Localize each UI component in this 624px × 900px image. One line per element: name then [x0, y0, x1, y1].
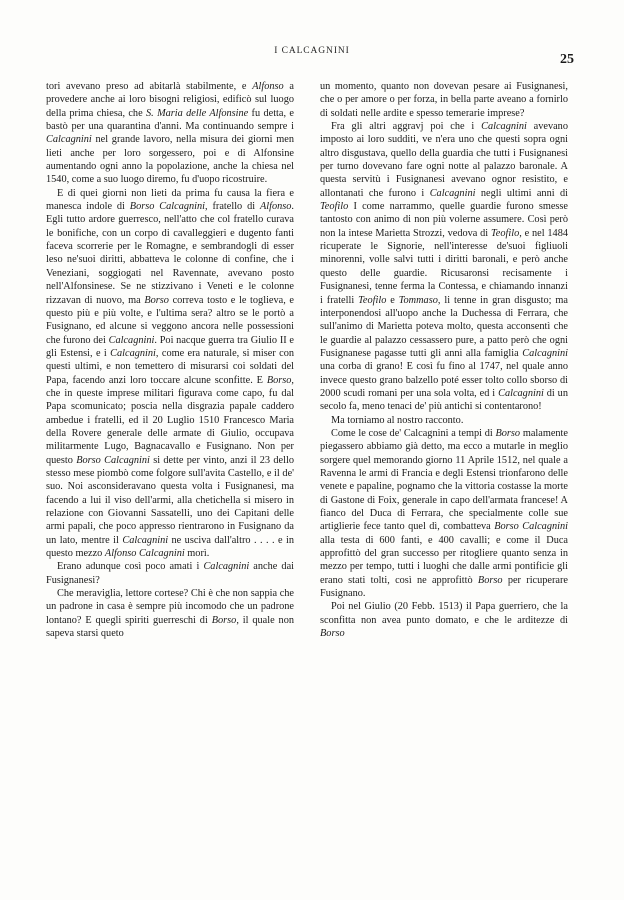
paragraph: Poi nel Giulio (20 Febb. 1513) il Papa guerriero, che la sconfitta non avea punto domato, e che le arditezze di Borso — [320, 601, 568, 640]
paragraph: Fra gli altri aggravj poi che i Calcagnini avevano imposto ai loro sudditi, ve n'era uno che questi sopra ogni altro disgustava, quello della guardia che tutti i Fusignanesi per turno dovevano fare ogni notte al palazzo baronale. A questa servitù i Fusignanesi avevano ognor resistito, e allontanati che furono i Calcagnini negli ultimi anni di Teofilo I come narrammo, quelle guardie furono smesse tantosto con animo di non più volerne assumere. Così però non la intese Marietta Strozzi, vedova di Teofilo, e nel 1484 ricuperate le Signorie, nell'interesse de'suoi figliuoli minorenni, volle salvi tutti i diritti baronali, e però anche questo delle guardie. Ricusaronsi recisamente i Fusignanesi, tenne ferma la Contessa, e chiamando innanzi i fratelli Teofilo e Tommaso, li tenne in gran disgusto; ma interponendosi all'uopo anche la Duchessa di Ferrara, che sull'animo di Marietta poteva molto, questa acconsentì che le guardie al palazzo cessassero pure, a patto però che ogni Fusignanese pagasse tutti gli anni alla famiglia Calcagnini una corba di grano! E così fu fino al 1747, nel quale anno invece questo grano balzello poté esser tolto collo sborso di 2000 scudi romani per una sola volta, ed i Calcagnini di un secolo fa, meno tenaci de' più antichi si contentarono! — [320, 121, 568, 413]
paragraph: E di quei giorni non lieti da prima fu causa la fiera e manesca indole di Borso Calcagnini, fratello di Alfonso. Egli tutto ardore guerresco, nell'atto che col fratello curava le bonifiche, con un corpo di cavalleggieri e dugento fanti faceva scorrerie per le Romagne, e sembrandogli di esser leso ne'suoi diritti, abbatteva le colonne di confine, che i Veneziani, soggiogati nel Ravennate, avevano posto nell'Alfonsinese. Se ne stizzivano i Veneti e le colonne rizzavan di nuovo, ma Borso correva tosto e le toglieva, e questo più e più volte, e l'ultima sera? altro se le portò a Fusignano, ed alcune si veggono ancora nelle possessioni che furono dei Calcagnini. Poi nacque guerra tra Giulio II e gli Estensi, e i Calcagnini, come era naturale, si miser con questi ultimi, e non temettero di misurarsi coi soldati del Papa, facendo anzi loro toccare alcune sconfitte. E Borso, che in queste imprese militari figurava come capo, fu dal Papa scomunicato; poscia nella disgrazia papale caddero ambedue i fratelli, ed il 20 Luglio 1510 Francesco Maria della Rovere generale delle armate di Giulio, occupava militarmente Lugo, Bagnacavallo e Fusignano. Non per questo Borso Calcagnini si dette per vinto, anzi il 23 dello stesso mese piombò come folgore sull'avita Castello, e il de' suo. Noi asconsideravano questa volta i Fusignanesi, ma facendo a lui il viso dell'armi, alla chetichella si misero in relazione con Giovanni Sassatelli, uno dei Capitani delle armi papali, che poco appresso rientrarono in Fusignano da un lato, mentre il Calcagnini ne usciva dall'altro . . . . e in questo mezzo Alfonso Calcagnini morì. — [46, 187, 295, 560]
text-columns — [46, 80, 578, 640]
left-text-column — [46, 80, 294, 640]
running-head: I CALCAGNINI — [274, 46, 350, 56]
paragraph: un momento, quanto non dovevan pesare ai Fusignanesi, che o per amore o per forza, in bella parte aveano a fornirlo di soldati nelle ardite e spesso temerarie imprese? — [320, 81, 568, 119]
paragraph: tori avevano preso ad abitarlà stabilmente, e Alfonso a provedere anche ai loro bisogni religiosi, edificò sul luogo della prima chiesa, che S. Maria delle Alfonsine fu detta, e bastò per una quarantina d'anni. Ma continuando sempre i Calcagnini nel grande lavoro, nella misura dei giorni men lieti anche per loro sorgessero, poi e di Alfonsine aumentando ogni anno la popolazione, anche la chiesa nel 1540, come a suo luogo diremo, fu d'uopo ricostruire. — [46, 81, 294, 186]
paragraph: Ma torniamo al nostro racconto. — [331, 414, 464, 426]
paragraph: Che meraviglia, lettore cortese? Chi è che non sappia che un padrone in casa è sempre più incomodo che un padrone lontano? E quegli spiriti guerreschi di Borso, il quale non sapeva starsi queto — [46, 588, 294, 640]
paragraph: Erano adunque così poco amati i Calcagnini anche dai Fusignanesi? — [46, 561, 294, 586]
right-text-column — [320, 80, 568, 640]
page-number: 25 — [560, 52, 574, 67]
paragraph: Come le cose de' Calcagnini a tempi di Borso malamente piegassero abbiamo già detto, ma ecco a mutarle in meglio sorgere quel memorando giorno 11 Aprile 1512, nel quale a Ravenna le armi di Francia e degli Estensi trionfarono delle venete e papaline, pognamo che la vittoria costasse la morte di Gastone di Foix, generale in capo dell'armata francese! A fianco del Duca di Ferrara, che specialmente colle sue artiglierie fece tanto quel dì, combatteva Borso Calcagnini alla testa di 600 fanti, e 400 cavalli; e come il Duca approfittò del gran successo per ritogliere quanto senza in mezzo per tempo, tutti i luoghi che dalle armi pontificie gli erano stati tolti, così ne approfittò Borso per ricuperare Fusignano. — [320, 427, 568, 600]
page-header — [46, 44, 578, 74]
